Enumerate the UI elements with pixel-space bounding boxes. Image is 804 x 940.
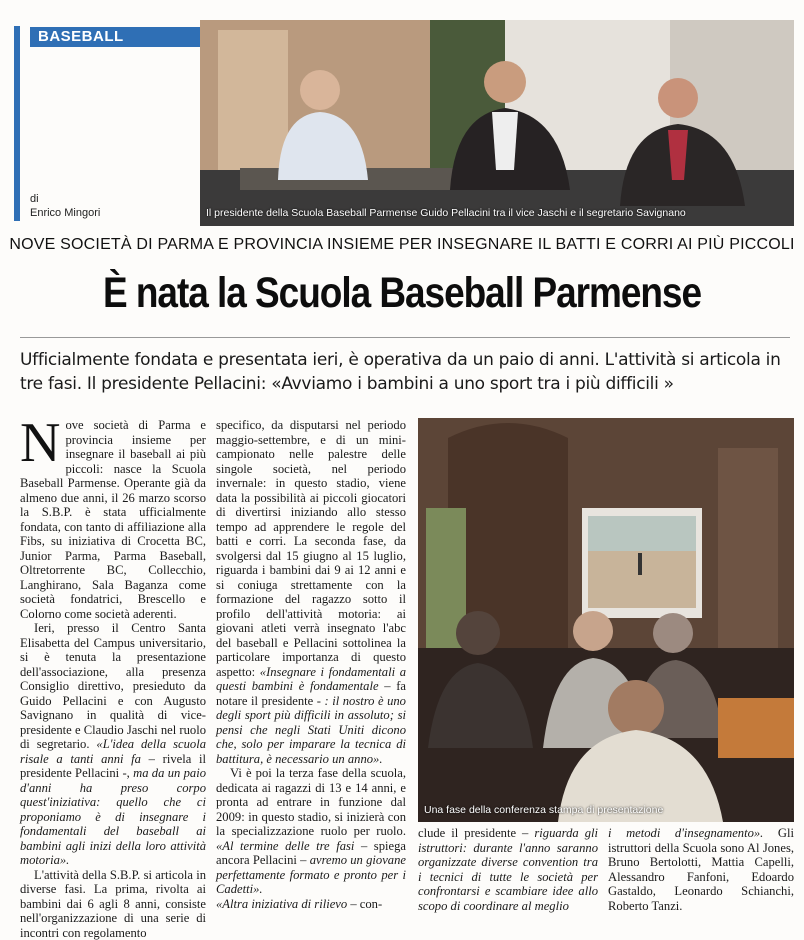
quote-text: «Altra iniziativa di rilievo — [216, 897, 347, 911]
quote-text: «L'idea della scuola risale a tanti anni fa — [20, 737, 206, 766]
paragraph-text: specifico, da disputarsi nel periodo maggio-settembre, e di un mini-campionato nelle palestre delle singole società, nel periodo invernale: in questo stadio, viene data la possibilità ai piccoli giocatori di divertirsi iniziando allo stesso tempo ad apprendere le regole del batti e corri. La seconda fase, da svolgersi dal 15 giugno al 15 luglio, riguarda i bambini dai 9 ai 12 anni e si coniuga strettamente con la formazione del ragazzo sotto il profilo dell'attività motoria: ai giovani atleti verrà insegnato l'abc del baseball e Pellacini sottolinea la particolare importanza di questo aspetto: — [216, 418, 406, 679]
paragraph — [20, 621, 206, 868]
paragraph — [20, 868, 206, 940]
paragraph-text: – rivela il presidente Pellacini -, — [20, 752, 206, 781]
quote-text: «Al termine delle tre fasi — [216, 839, 354, 853]
article-column-3 — [418, 826, 598, 918]
quote-text: : il nostro è uno degli sport più difficili in assoluto; si pensi che negli Stati Uniti dicono che, solo per imparare la tecnica di battitura, è necessario un anno». — [216, 694, 406, 766]
section-bar — [14, 26, 20, 221]
paragraph-text: – spiega ancora Pellacini – — [216, 839, 406, 868]
bottom-photo-caption: Una fase della conferenza stampa di presentazione — [424, 804, 663, 816]
article-column-1 — [20, 418, 206, 918]
byline-author: Enrico Mingori — [30, 206, 100, 220]
overline: NOVE SOCIETÀ DI PARMA E PROVINCIA INSIEME PER INSEGNARE IL BATTI E CORRI AI PIÙ PICCOLI — [0, 236, 804, 254]
divider — [20, 337, 790, 338]
standfirst: Ufficialmente fondata e presentata ieri, è operativa da un paio di anni. L'attività si articola in tre fasi. Il presidente Pellacini: «Avviamo i bambini a uno sport tra i più difficili » — [20, 348, 790, 396]
bottom-photo — [418, 418, 794, 822]
paragraph-text: – fa notare il presidente - — [216, 679, 406, 708]
top-photo-image — [200, 20, 794, 226]
headline: È nata la Scuola Baseball Parmense — [56, 269, 747, 318]
paragraph-text: – con- — [347, 897, 382, 911]
paragraph-text: clude il presidente – — [418, 826, 534, 840]
bottom-photo-image — [418, 418, 794, 822]
paragraph-text: Vi è poi la terza fase della scuola, dedicata ai ragazzi di 13 e 14 anni, e pronta ad entrare in funzione dal 2009: in questo stadio, si inizierà con la specializzazione ruolo per ruolo. — [216, 766, 406, 838]
quote-text: avremo un giovane perfettamente formato e pronto per i Cadetti». — [216, 853, 406, 896]
quote-text: i metodi d'insegnamento». — [608, 826, 763, 840]
quote-text: ma da un paio d'anni ha preso corpo quest'iniziativa: quello che ci proponiamo è di insegnare i fondamentali del baseball ai bambini agli inizi della loro attività motoria». — [20, 766, 206, 867]
paragraph-text: ove società di Parma e provincia insieme per insegnare il baseball ai più piccoli: nasce la Scuola Baseball Parmense. Operante già da almeno due anni, il 26 marzo scorso la S.B.P. è stata ufficialmente fondata, con tanto di affiliazione alla Fibs, su iniziativa di Crocetta BC, Junior Parma, Parma Baseball, Oltretorrente BC, Collecchio, Langhirano, Sala Baganza come società fondatrici, Brescello e Colorno come società aderenti. — [20, 418, 206, 621]
article-column-2 — [216, 418, 406, 918]
drop-cap: N — [20, 420, 60, 466]
top-photo — [200, 20, 794, 226]
quote-text: «Insegnare i fondamentali a questi bambini è fondamentale — [216, 665, 406, 694]
section-label: BASEBALL — [30, 27, 203, 47]
paragraph-text: L'attività della S.B.P. si articola in diverse fasi. La prima, rivolta ai bambini dai 6 agli 8 anni, consiste nell'organizzazione di una serie di incontri con regolamento — [20, 868, 206, 940]
paragraph — [418, 826, 598, 913]
paragraph-text: Ieri, presso il Centro Santa Elisabetta del Campus universitario, si è tenuta la presentazione dell'associazione, alla presenza Consiglio direttivo, presieduto da Guido Pellacini e con Augusto Savignano in qualità di vice-presidente e Claudio Jaschi nel ruolo di segretario. — [20, 621, 206, 751]
paragraph — [20, 418, 206, 621]
byline — [30, 192, 100, 220]
paragraph — [216, 418, 406, 766]
top-photo-caption: Il presidente della Scuola Baseball Parmense Guido Pellacini tra il vice Jaschi e il segretario Savignano — [206, 207, 686, 219]
quote-text: riguarda gli istruttori: durante l'anno saranno organizzate diverse convention tra i tecnici di tutte le società per confrontarsi e scambiare idee allo scopo di coordinare al meglio — [418, 826, 598, 913]
paragraph — [608, 826, 794, 913]
paragraph — [216, 766, 406, 911]
article-column-4 — [608, 826, 794, 918]
byline-prefix: di — [30, 192, 100, 206]
paragraph-text: Gli istruttori della Scuola sono Al Jones, Bruno Bertolotti, Mattia Capelli, Alessandro Fanfoni, Edoardo Gastaldo, Leonardo Schianchi, Roberto Tanzi. — [608, 826, 794, 913]
